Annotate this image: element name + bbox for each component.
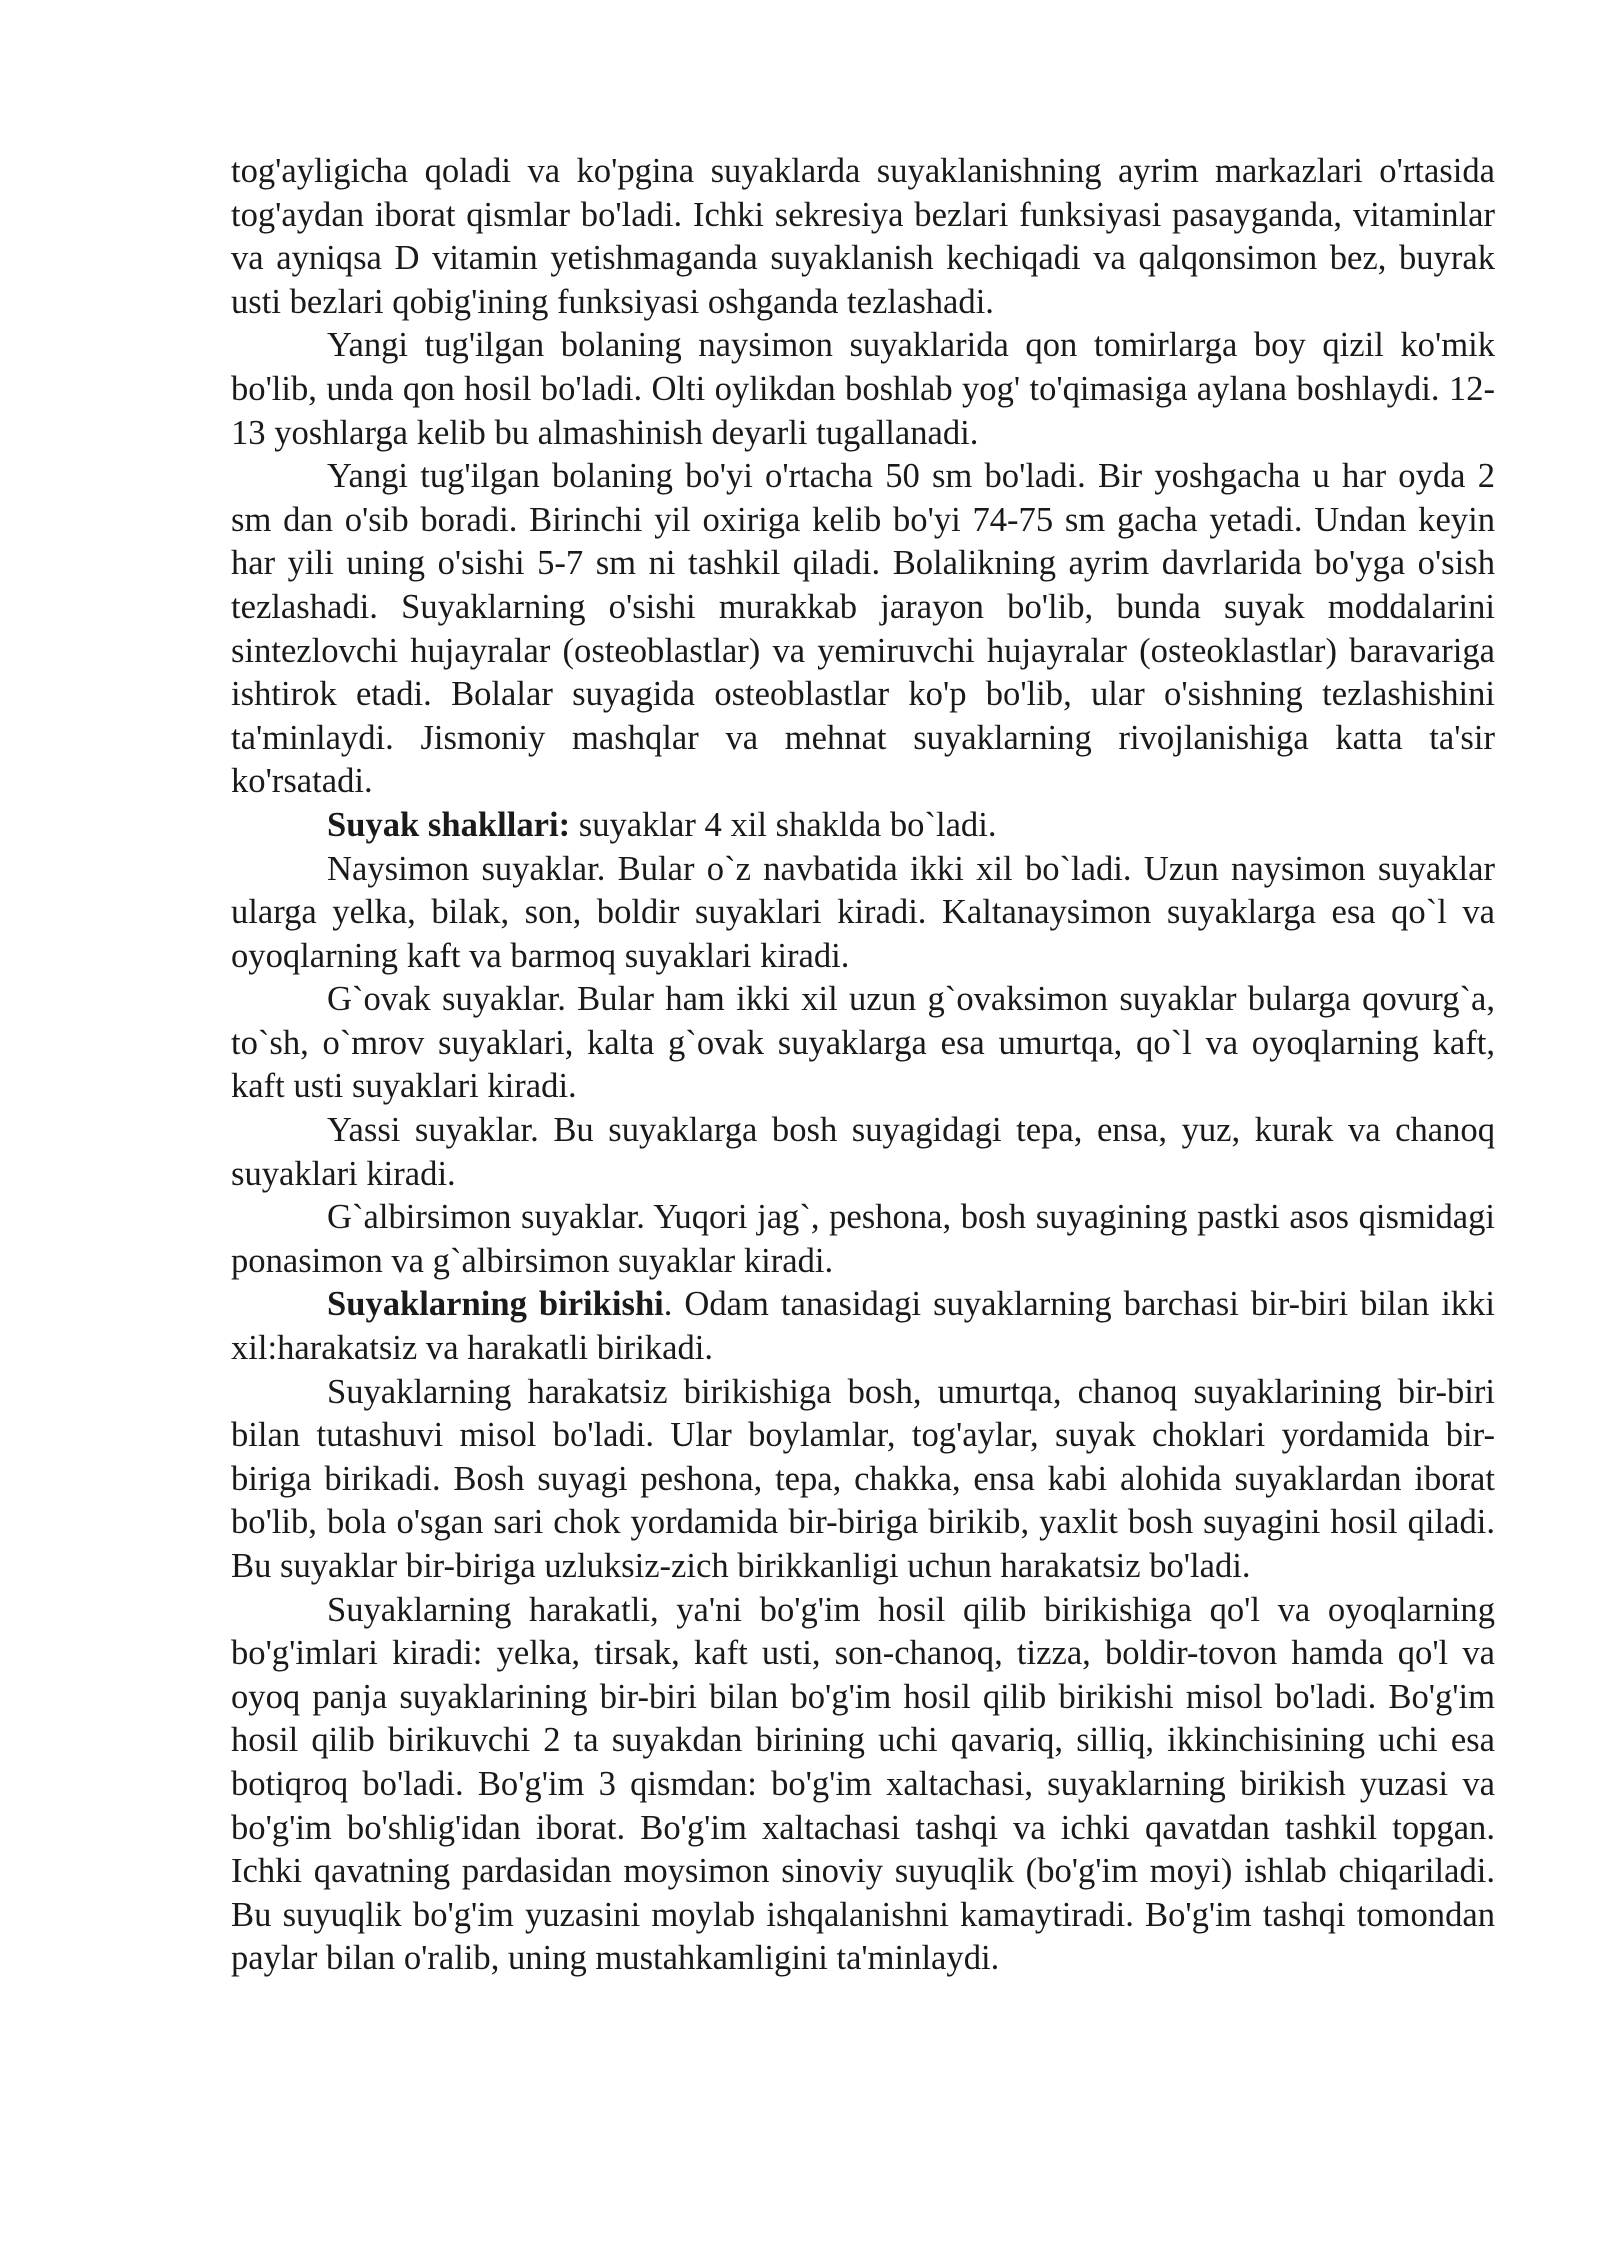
paragraph-bone-shapes (231, 804, 1495, 848)
paragraph-tubular-bones (231, 848, 1495, 979)
paragraph-text: Suyaklarning harakatli, ya'ni bo'g'im hosil qilib birikishiga qo'l va oyoqlarning bo'g'imlari kiradi: yelka, tirsak, kaft usti, son-chanoq, tizza, boldir-tovon hamda qo'l va oyoq panja suyaklarining bir-biri bilan bo'g'im hosil qilib birikishi misol bo'ladi. Bo'g'im hosil qilib birikuvchi 2 ta suyakdan birining uchi qavariq, silliq, ikkinchisining uchi esa botiqroq bo'ladi. Bo'g'im 3 qismdan: bo'g'im xaltachasi, suyaklarning birikish yuzasi va bo'g'im bo'shlig'idan iborat. Bo'g'im xaltachasi tashqi va ichki qavatdan tashkil topgan. Ichki qavatning pardasidan moysimon sinoviy suyuqlik (bo'g'im moyi) ishlab chiqariladi. Bu suyuqlik bo'g'im yuzasini moylab ishqalanishni kamaytiradi. Bo'g'im tashqi tomondan paylar bilan o'ralib, uning mustahkamligini ta'minlaydi. (231, 1590, 1495, 1978)
paragraph-text: tog'ayligicha qoladi va ko'pgina suyaklarda suyaklanishning ayrim markazlari o'rtasida tog'aydan iborat qismlar bo'ladi. Ichki sekresiya bezlari funksiyasi pasayganda, vitaminlar va ayniqsa D vitamin yetishmaganda suyaklanish kechiqadi va qalqonsimon bez, buyrak usti bezlari qobig'ining funksiyasi oshganda tezlashadi. (231, 152, 1495, 321)
paragraph-spongy-bones (231, 978, 1495, 1109)
paragraph-text: Naysimon suyaklar. Bular o`z navbatida ikki xil bo`ladi. Uzun naysimon suyaklar ularga yelka, bilak, son, boldir suyaklari kiradi. Kaltanaysimon suyaklarga esa qo`l va oyoqlarning kaft va barmoq suyaklari kiradi. (231, 849, 1495, 975)
document-page (231, 150, 1495, 1981)
paragraph-movable-joints (231, 1589, 1495, 1981)
paragraph-immovable-joints (231, 1371, 1495, 1589)
paragraph-flat-bones (231, 1109, 1495, 1196)
paragraph-text: Yangi tug'ilgan bolaning bo'yi o'rtacha 50 sm bo'ladi. Bir yoshgacha u har oyda 2 sm dan o'sib boradi. Birinchi yil oxiriga kelib bo'yi 74-75 sm gacha yetadi. Undan keyin har yili uning o'sishi 5-7 sm ni tashkil qiladi. Bolalikning ayrim davrlarida bo'yga o'sish tezlashadi. Suyaklarning o'sishi murakkab jarayon bo'lib, bunda suyak moddalarini sintezlovchi hujayralar (osteoblastlar) va yemiruvchi hujayralar (osteoklastlar) baravariga ishtirok etadi. Bolalar suyagida osteoblastlar ko'p bo'lib, ular o'sishning tezlashishini ta'minlaydi. Jismoniy mashqlar va mehnat suyaklarning rivojlanishiga katta ta'sir ko'rsatadi. (231, 457, 1495, 801)
paragraph-bone-joining (231, 1283, 1495, 1370)
section-heading-bone-shapes: Suyak shakllari: (327, 805, 571, 844)
paragraph-text: Yassi suyaklar. Bu suyaklarga bosh suyagidagi tepa, ensa, yuz, kurak va chanoq suyaklari kiradi. (231, 1111, 1495, 1193)
paragraph-sieve-bones (231, 1196, 1495, 1283)
paragraph-text: Suyaklarning harakatsiz birikishiga bosh, umurtqa, chanoq suyaklarining bir-biri bilan tutashuvi misol bo'ladi. Ular boylamlar, tog'aylar, suyak choklari yordamida bir-biriga birikadi. Bosh suyagi peshona, tepa, chakka, ensa kabi alohida suyaklardan iborat bo'lib, bola o'sgan sari chok yordamida bir-biriga birikib, yaxlit bosh suyagini hosil qiladi. Bu suyaklar bir-biriga uzluksiz-zich birikkanligi uchun harakatsiz bo'ladi. (231, 1372, 1495, 1585)
paragraph-text: . Odam tanasidagi suyaklarning barchasi bir-biri bilan ikki xil:harakatsiz va harakatli birikadi. (231, 1285, 1495, 1368)
paragraph-text: G`ovak suyaklar. Bular ham ikki xil uzun g`ovaksimon suyaklar bularga qovurg`a, to`sh, o`mrov suyaklari, kalta g`ovak suyaklarga esa umurtqa, qo`l va oyoqlarning kaft, kaft usti suyaklari kiradi. (231, 980, 1495, 1106)
paragraph-text: G`albirsimon suyaklar. Yuqori jag`, peshona, bosh suyagining pastki asos qismidagi ponasimon va g`albirsimon suyaklar kiradi. (231, 1198, 1495, 1280)
paragraph-ossification (231, 150, 1495, 324)
section-heading-bone-joining: Suyaklarning birikishi (327, 1285, 664, 1324)
paragraph-bone-marrow (231, 324, 1495, 455)
paragraph-text: Yangi tug'ilgan bolaning naysimon suyaklarida qon tomirlarga boy qizil ko'mik bo'lib, unda qon hosil bo'ladi. Olti oylikdan boshlab yog' to'qimasiga aylana boshlaydi. 12-13 yoshlarga kelib bu almashinish deyarli tugallanadi. (231, 326, 1495, 452)
paragraph-height-growth (231, 455, 1495, 804)
paragraph-text: suyaklar 4 xil shakldа bo`ladi. (570, 805, 997, 844)
